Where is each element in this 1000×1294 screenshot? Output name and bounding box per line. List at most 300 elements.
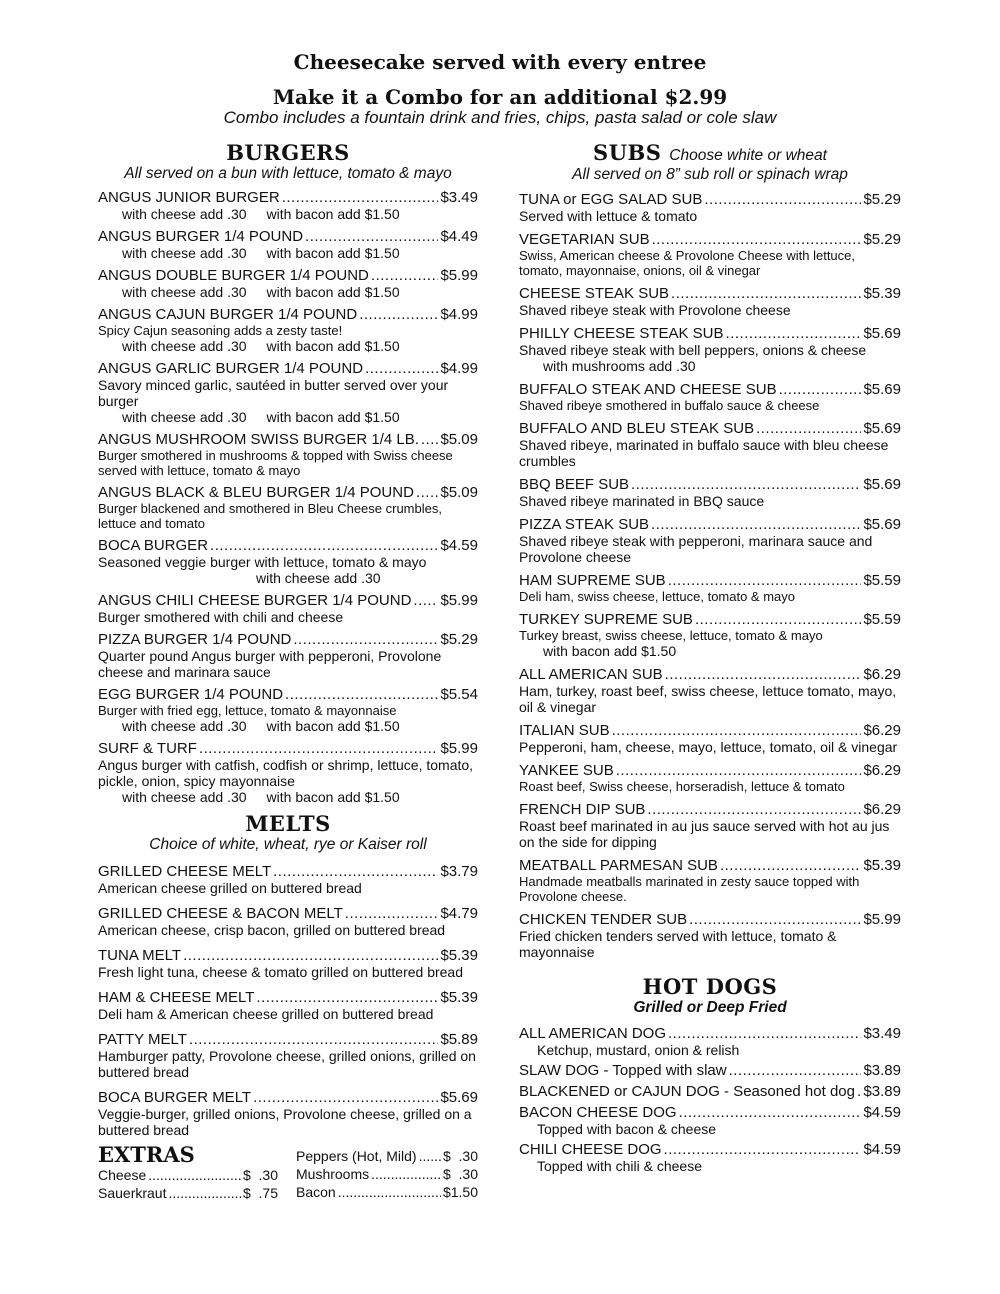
- item-description: Veggie-burger, grilled onions, Provolone cheese, grilled on a buttered bread: [98, 1106, 472, 1139]
- menu-item: [519, 762, 901, 794]
- item-price: $4.59: [863, 1103, 901, 1121]
- extra-name: Bacon: [296, 1184, 336, 1201]
- cheese-option: with cheese add .30: [122, 789, 247, 806]
- extra-name: Peppers (Hot, Mild): [296, 1148, 417, 1165]
- menu-item: [519, 1104, 901, 1137]
- item-description: Served with lettuce & tomato: [519, 207, 698, 224]
- item-name: PHILLY CHEESE STEAK SUB: [519, 324, 724, 342]
- item-description: Topped with bacon & cheese: [537, 1120, 717, 1137]
- dot-leader: [651, 516, 861, 533]
- cheese-option: with cheese add .30: [122, 338, 247, 355]
- item-description: Fresh light tuna, cheese & tomato grilled on buttered bread: [98, 964, 463, 981]
- item-row: [519, 381, 901, 398]
- item-name: BBQ BEEF SUB: [519, 475, 630, 493]
- item-price: $5.59: [863, 571, 901, 589]
- item-description: Burger with fried egg, lettuce, tomato & mayonnaise: [98, 703, 397, 719]
- extra-price: $ .75: [242, 1185, 278, 1202]
- item-price: $6.29: [863, 761, 901, 779]
- melts-title: MELTS: [245, 811, 331, 837]
- dot-leader: [210, 537, 438, 554]
- item-price: $5.99: [440, 267, 478, 285]
- item-description: Deli ham, swiss cheese, lettuce, tomato & mayo: [519, 588, 796, 604]
- extras-left-list: [98, 1166, 278, 1202]
- item-row: [519, 611, 901, 628]
- item-price: $5.54: [440, 686, 478, 704]
- item-option: with mushrooms add .30: [543, 357, 696, 374]
- dot-leader: [720, 857, 862, 874]
- item-price: $5.99: [863, 910, 901, 928]
- item-row: [519, 666, 901, 683]
- item-row: [98, 267, 478, 284]
- item-price: $5.99: [440, 592, 478, 610]
- item-name: BLACKENED or CAJUN DOG - Seasoned hot dog: [519, 1082, 855, 1100]
- item-description: Ham, turkey, roast beef, swiss cheese, lettuce tomato, mayo, oil & vinegar: [519, 682, 897, 715]
- item-description: Shaved ribeye steak with pepperoni, marinara sauce and Provolone cheese: [519, 532, 873, 565]
- item-description: Shaved ribeye marinated in BBQ sauce: [519, 492, 765, 509]
- item-description: Burger smothered in mushrooms & topped with Swiss cheese served with lettuce, tomato & mayo: [98, 448, 453, 479]
- bacon-option: with bacon add $1.50: [266, 206, 400, 223]
- burgers-header: [98, 140, 478, 183]
- dot-leader: [256, 989, 438, 1006]
- item-description: Handmade meatballs marinated in zesty sauce topped with Provolone cheese.: [519, 873, 860, 904]
- item-price: $5.09: [440, 484, 478, 502]
- menu-item: [98, 484, 478, 531]
- item-row: [519, 1062, 901, 1079]
- item-name: ANGUS CHILI CHEESE BURGER 1/4 POUND: [98, 592, 412, 610]
- dot-leader: [273, 863, 438, 880]
- menu-item: [98, 267, 478, 300]
- hotdogs-title: HOT DOGS: [642, 973, 778, 999]
- menu-item: [519, 857, 901, 904]
- item-price: $3.49: [863, 1024, 901, 1042]
- item-description: Deli ham & American cheese grilled on buttered bread: [98, 1006, 434, 1023]
- dot-leader: [365, 360, 438, 377]
- item-price: $5.29: [863, 230, 901, 248]
- dot-leader: [189, 1031, 439, 1048]
- cheesecake-note: Cheesecake served with every entree: [293, 50, 707, 74]
- item-price: $4.49: [440, 228, 478, 246]
- item-name: BOCA BURGER: [98, 537, 209, 555]
- dot-leader: [704, 191, 861, 208]
- item-price: $5.69: [440, 1089, 478, 1107]
- menu-item: [98, 189, 478, 222]
- item-name: HAM & CHEESE MELT: [98, 989, 255, 1007]
- extra-item: [98, 1184, 278, 1202]
- dot-leader: [652, 231, 862, 248]
- dot-leader: [253, 1089, 438, 1106]
- item-name: ANGUS GARLIC BURGER 1/4 POUND: [98, 360, 364, 378]
- extras-section: [98, 1144, 478, 1202]
- item-row: [98, 306, 478, 323]
- menu-item: [98, 228, 478, 261]
- item-description: Pepperoni, ham, cheese, mayo, lettuce, tomato, oil & vinegar: [519, 738, 898, 755]
- item-name: SLAW DOG - Topped with slaw: [519, 1061, 727, 1079]
- right-column: [519, 140, 901, 1174]
- dot-leader: [371, 1165, 441, 1183]
- dot-leader: [612, 722, 862, 739]
- menu-item: [98, 631, 478, 680]
- menu-item: [519, 1141, 901, 1174]
- extras-right-list: [296, 1144, 478, 1202]
- item-options: [98, 570, 478, 586]
- extra-name: Sauerkraut: [98, 1185, 167, 1202]
- menu-item: [519, 285, 901, 318]
- item-price: $3.89: [863, 1061, 901, 1079]
- menu-item: [519, 1062, 901, 1079]
- melts-header: [98, 811, 478, 854]
- menu-item: [519, 572, 901, 604]
- menu-item: [98, 905, 478, 938]
- item-price: $5.69: [863, 475, 901, 493]
- item-name: TUNA MELT: [98, 947, 182, 965]
- item-price: $5.99: [440, 740, 478, 758]
- item-description: Ketchup, mustard, onion & relish: [537, 1041, 740, 1058]
- item-row: [519, 476, 901, 493]
- item-description: Shaved ribeye steak with bell peppers, onions & cheese: [519, 341, 867, 358]
- bacon-option: with bacon add $1.50: [266, 718, 400, 735]
- dot-leader: [695, 611, 862, 628]
- extra-price: $ .30: [242, 1167, 278, 1184]
- dot-leader: [421, 431, 439, 448]
- item-description: Seasoned veggie burger with lettuce, tomato & mayo: [98, 554, 427, 571]
- item-price: $6.29: [863, 800, 901, 818]
- item-row: [519, 801, 901, 818]
- dot-leader: [199, 740, 439, 757]
- item-name: ANGUS JUNIOR BURGER: [98, 189, 280, 207]
- item-name: ANGUS CAJUN BURGER 1/4 POUND: [98, 306, 358, 324]
- item-row: [519, 1141, 901, 1158]
- subs-subtitle: All served on 8” sub roll or spinach wrap: [572, 165, 848, 183]
- bacon-option: with bacon add $1.50: [266, 284, 400, 301]
- item-description: Shaved ribeye, marinated in buffalo sauce with bleu cheese crumbles: [519, 436, 889, 469]
- bacon-option: with bacon add $1.50: [266, 245, 400, 262]
- menu-item: [519, 231, 901, 278]
- melts-list: [98, 863, 478, 1138]
- item-description: Savory minced garlic, sautéed in butter served over your burger: [98, 377, 449, 410]
- item-row: [98, 484, 478, 501]
- item-name: BACON CHEESE DOG: [519, 1103, 677, 1121]
- item-price: $3.89: [863, 1082, 901, 1100]
- dot-leader: [857, 1083, 861, 1100]
- dot-leader: [285, 686, 438, 703]
- cheese-option: with cheese add .30: [122, 206, 247, 223]
- item-options: [98, 718, 478, 734]
- bacon-option: with cheese add .30: [256, 570, 381, 587]
- item-row: [98, 431, 478, 448]
- item-row: [519, 231, 901, 248]
- item-row: [519, 516, 901, 533]
- menu-item: [519, 420, 901, 469]
- item-name: PATTY MELT: [98, 1031, 187, 1049]
- dot-leader: [665, 666, 862, 683]
- item-row: [519, 1104, 901, 1121]
- menu-item: [98, 686, 478, 734]
- item-price: $6.29: [863, 721, 901, 739]
- dot-leader: [371, 267, 439, 284]
- item-row: [98, 947, 478, 964]
- dot-leader: [779, 381, 862, 398]
- item-name: CHEESE STEAK SUB: [519, 284, 670, 302]
- item-row: [98, 1031, 478, 1048]
- cheese-option: with cheese add .30: [122, 409, 247, 426]
- dot-leader: [726, 325, 862, 342]
- item-name: BUFFALO STEAK AND CHEESE SUB: [519, 380, 777, 398]
- dot-leader: [631, 476, 861, 493]
- burgers-subtitle: All served on a bun with lettuce, tomato & mayo: [124, 165, 452, 183]
- menu-item: [519, 1083, 901, 1100]
- item-price: $4.79: [440, 905, 478, 923]
- item-name: PIZZA BURGER 1/4 POUND: [98, 631, 292, 649]
- extra-item: [296, 1147, 478, 1165]
- menu-item: [98, 431, 478, 478]
- dot-leader: [668, 572, 862, 589]
- menu-item: [98, 360, 478, 425]
- item-price: $5.29: [863, 190, 901, 208]
- menu-item: [519, 1025, 901, 1058]
- item-row: [98, 631, 478, 648]
- menu-item: [519, 722, 901, 755]
- extra-item: [98, 1166, 278, 1184]
- item-price: $3.49: [440, 189, 478, 207]
- item-row: [519, 420, 901, 437]
- menu-item: [519, 381, 901, 413]
- item-row: [98, 863, 478, 880]
- item-row: [519, 1025, 901, 1042]
- item-price: $5.39: [440, 989, 478, 1007]
- item-description: Burger smothered with chili and cheese: [98, 609, 344, 626]
- item-options: [98, 789, 478, 805]
- dot-leader: [668, 1025, 861, 1042]
- item-description: American cheese, crisp bacon, grilled on buttered bread: [98, 922, 446, 939]
- item-price: $4.59: [440, 537, 478, 555]
- melts-subtitle: Choice of white, wheat, rye or Kaiser roll: [149, 836, 427, 854]
- burgers-list: [98, 189, 478, 805]
- extra-name: Cheese: [98, 1167, 147, 1184]
- dot-leader: [689, 911, 861, 928]
- item-row: [519, 762, 901, 779]
- item-name: EGG BURGER 1/4 POUND: [98, 686, 284, 704]
- item-price: $5.89: [440, 1031, 478, 1049]
- menu-item: [98, 989, 478, 1022]
- item-description: Shaved ribeye steak with Provolone cheese: [519, 301, 791, 318]
- item-price: $5.39: [863, 284, 901, 302]
- item-price: $5.29: [440, 631, 478, 649]
- item-name: MEATBALL PARMESAN SUB: [519, 856, 718, 874]
- dot-leader: [305, 228, 438, 245]
- item-name: CHICKEN TENDER SUB: [519, 910, 688, 928]
- item-row: [519, 1083, 901, 1100]
- dot-leader: [756, 420, 861, 437]
- item-price: $5.69: [863, 419, 901, 437]
- item-row: [98, 537, 478, 554]
- item-name: ALL AMERICAN SUB: [519, 665, 663, 683]
- subs-title: SUBS: [593, 140, 662, 165]
- item-name: ANGUS MUSHROOM SWISS BURGER 1/4 LB.: [98, 431, 419, 449]
- item-description: Burger blackened and smothered in Bleu Cheese crumbles, lettuce and tomato: [98, 501, 442, 532]
- item-name: TUNA or EGG SALAD SUB: [519, 190, 703, 208]
- dot-leader: [616, 762, 862, 779]
- left-column: [98, 140, 478, 1202]
- item-name: CHILI CHEESE DOG: [519, 1140, 662, 1158]
- dot-leader: [679, 1104, 862, 1121]
- dot-leader: [413, 592, 438, 609]
- dot-leader: [416, 484, 439, 501]
- item-description: Swiss, American cheese & Provolone Cheese with lettuce, tomato, mayonnaise, onions, oil & vinegar: [519, 247, 856, 278]
- dot-leader: [729, 1062, 862, 1079]
- item-name: HAM SUPREME SUB: [519, 571, 666, 589]
- item-price: $4.99: [440, 360, 478, 378]
- item-row: [519, 325, 901, 342]
- item-description: Roast beef marinated in au jus sauce served with hot au jus on the side for dipping: [519, 817, 890, 850]
- item-price: $4.99: [440, 306, 478, 324]
- subs-title-line: [519, 140, 901, 166]
- item-name: YANKEE SUB: [519, 761, 614, 779]
- extras-left: [98, 1144, 278, 1202]
- item-row: [98, 189, 478, 206]
- menu-item: [98, 1089, 478, 1138]
- item-row: [98, 740, 478, 757]
- item-price: $5.09: [440, 431, 478, 449]
- item-price: $3.79: [440, 863, 478, 881]
- extra-item: [296, 1183, 478, 1201]
- item-name: ANGUS BLACK & BLEU BURGER 1/4 POUND: [98, 484, 414, 502]
- bacon-option: with bacon add $1.50: [266, 789, 400, 806]
- item-row: [98, 592, 478, 609]
- item-option: with bacon add $1.50: [543, 642, 677, 659]
- item-row: [98, 905, 478, 922]
- item-price: $5.69: [863, 380, 901, 398]
- item-row: [519, 857, 901, 874]
- item-description: American cheese grilled on buttered bread: [98, 880, 362, 897]
- item-row: [98, 228, 478, 245]
- dot-leader: [345, 905, 439, 922]
- item-name: PIZZA STEAK SUB: [519, 515, 650, 533]
- item-price: $6.29: [863, 665, 901, 683]
- item-price: $5.69: [863, 515, 901, 533]
- menu-item: [98, 947, 478, 980]
- cheese-option: with cheese add .30: [122, 245, 247, 262]
- item-options: [98, 409, 478, 425]
- menu-item: [98, 592, 478, 625]
- menu-item: [519, 476, 901, 509]
- menu-item: [98, 863, 478, 896]
- item-description: Angus burger with catfish, codfish or shrimp, lettuce, tomato, pickle, onion, spicy mayonnaise: [98, 757, 474, 790]
- subs-list: [519, 191, 901, 960]
- subs-bread-note: Choose white or wheat: [669, 147, 827, 164]
- menu-item: [519, 911, 901, 960]
- item-row: [98, 686, 478, 703]
- extra-price: $ .30: [442, 1166, 478, 1183]
- item-options: [98, 245, 478, 261]
- item-price: $5.69: [863, 324, 901, 342]
- item-row: [98, 360, 478, 377]
- extra-price: $ .30: [442, 1148, 478, 1165]
- dot-leader: [282, 189, 439, 206]
- item-description: Spicy Cajun seasoning adds a zesty taste!: [98, 323, 343, 339]
- item-name: VEGETARIAN SUB: [519, 230, 650, 248]
- item-row: [519, 191, 901, 208]
- dot-leader: [168, 1184, 240, 1202]
- subs-header: [519, 140, 901, 184]
- menu-item: [98, 740, 478, 805]
- item-name: TURKEY SUPREME SUB: [519, 610, 693, 628]
- item-name: ALL AMERICAN DOG: [519, 1024, 666, 1042]
- dot-leader: [293, 631, 438, 648]
- item-price: $5.59: [863, 610, 901, 628]
- item-row: [519, 572, 901, 589]
- menu-item: [98, 1031, 478, 1080]
- menu-item: [519, 191, 901, 224]
- burgers-title: BURGERS: [226, 140, 350, 165]
- bacon-option: with bacon add $1.50: [266, 338, 400, 355]
- item-name: ANGUS BURGER 1/4 POUND: [98, 228, 304, 246]
- item-description: Turkey breast, swiss cheese, lettuce, tomato & mayo: [519, 627, 823, 643]
- dot-leader: [647, 801, 861, 818]
- item-description: Shaved ribeye smothered in buffalo sauce & cheese: [519, 397, 820, 413]
- item-name: GRILLED CHEESE & BACON MELT: [98, 905, 343, 923]
- item-row: [519, 911, 901, 928]
- item-options: [98, 284, 478, 300]
- menu-item: [519, 666, 901, 715]
- dot-leader: [148, 1166, 241, 1184]
- menu-item: [98, 537, 478, 586]
- item-row: [98, 1089, 478, 1106]
- dot-leader: [338, 1183, 441, 1201]
- item-description: Roast beef, Swiss cheese, horseradish, lettuce & tomato: [519, 778, 845, 794]
- menu-item: [519, 801, 901, 850]
- extra-item: [296, 1165, 478, 1183]
- menu-item: [519, 516, 901, 565]
- hotdogs-header: [519, 974, 901, 1017]
- dot-leader: [183, 947, 438, 964]
- dot-leader: [664, 1141, 862, 1158]
- item-name: ANGUS DOUBLE BURGER 1/4 POUND: [98, 267, 369, 285]
- item-row: [519, 722, 901, 739]
- item-name: BUFFALO AND BLEU STEAK SUB: [519, 419, 755, 437]
- item-name: BOCA BURGER MELT: [98, 1089, 252, 1107]
- hotdogs-list: [519, 1025, 901, 1174]
- menu-item: [519, 325, 901, 374]
- item-name: ITALIAN SUB: [519, 721, 610, 739]
- item-name: GRILLED CHEESE MELT: [98, 863, 272, 881]
- cheese-option: with cheese add .30: [122, 284, 247, 301]
- extras-title: EXTRAS: [98, 1142, 195, 1168]
- item-name: SURF & TURF: [98, 740, 197, 758]
- combo-details: Combo includes a fountain drink and fries, chips, pasta salad or cole slaw: [223, 108, 777, 127]
- menu-item: [98, 306, 478, 354]
- item-name: FRENCH DIP SUB: [519, 800, 646, 818]
- item-description: Quarter pound Angus burger with pepperoni, Provolone cheese and marinara sauce: [98, 648, 442, 681]
- extra-name: Mushrooms: [296, 1166, 370, 1183]
- item-description: Fried chicken tenders served with lettuce, tomato & mayonnaise: [519, 927, 837, 960]
- cheese-option: with cheese add .30: [122, 718, 247, 735]
- extra-price: $1.50: [442, 1184, 478, 1201]
- item-row: [519, 285, 901, 302]
- bacon-option: with bacon add $1.50: [266, 409, 400, 426]
- dot-leader: [359, 306, 438, 323]
- dot-leader: [419, 1147, 441, 1165]
- combo-offer: Make it a Combo for an additional $2.99: [272, 85, 728, 109]
- dot-leader: [671, 285, 861, 302]
- item-options: [98, 338, 478, 354]
- item-price: $4.59: [863, 1140, 901, 1158]
- item-price: $5.39: [863, 856, 901, 874]
- item-description: Hamburger patty, Provolone cheese, grilled onions, grilled on buttered bread: [98, 1048, 476, 1081]
- item-description: Topped with chili & cheese: [537, 1157, 702, 1174]
- menu-item: [519, 611, 901, 659]
- item-row: [98, 989, 478, 1006]
- item-price: $5.39: [440, 947, 478, 965]
